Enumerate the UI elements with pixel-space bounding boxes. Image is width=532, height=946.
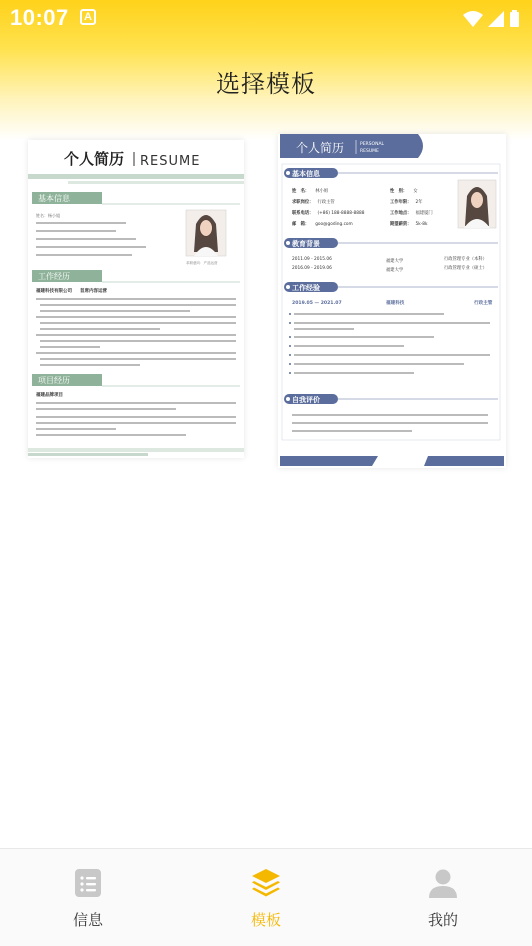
- nav-item-mine[interactable]: [398, 867, 488, 930]
- svg-text:邮 箱：goo@goding.com: 邮 箱： goo@goding.com: [292, 222, 353, 227]
- list-icon: [72, 867, 104, 899]
- svg-text:姓 名：林小姐: 姓 名： 林小姐: [292, 189, 329, 194]
- svg-text:自我评价: 自我评价: [292, 396, 320, 404]
- status-time: 10:07: [10, 5, 69, 30]
- svg-text:行政主管: 行政主管: [474, 301, 493, 306]
- svg-text:工作年限：2年: 工作年限： 2年: [390, 200, 423, 205]
- svg-text:福建大学: 福建大学: [386, 259, 404, 264]
- svg-text:2011.09 - 2015.06: 2011.09 - 2015.06: [292, 257, 332, 262]
- page-title: 选择模板: [216, 70, 316, 98]
- signal-icon: [488, 11, 504, 27]
- green-header-cn: 个人简历: [64, 150, 125, 168]
- battery-icon: [510, 10, 519, 27]
- green-header-en: RESUME: [140, 154, 201, 169]
- svg-text:期望薪资：5k-8k: 期望薪资： 5k-8k: [390, 222, 428, 227]
- svg-text:RESUME: RESUME: [360, 149, 379, 154]
- layers-icon: [250, 867, 282, 899]
- header: [0, 0, 532, 140]
- green-section-basic: 基本信息: [38, 194, 70, 203]
- svg-text:2016.09 - 2019.06: 2016.09 - 2019.06: [292, 266, 332, 271]
- svg-text:工作地点：福建厦门: 工作地点： 福建厦门: [390, 211, 433, 216]
- svg-text:2019.05 — 2021.07: 2019.05 — 2021.07: [292, 301, 342, 306]
- template-preview-green: [28, 140, 244, 458]
- person-icon: [427, 867, 459, 899]
- svg-text:教育背景: 教育背景: [292, 240, 320, 248]
- nav-item-info[interactable]: [43, 867, 133, 930]
- template-preview-blue: [278, 134, 506, 468]
- wifi-icon: [463, 11, 483, 27]
- template-card-blue[interactable]: [278, 134, 506, 468]
- svg-text:福建科技有限公司首席内容运营: 福建科技有限公司 首席内容运营: [36, 289, 107, 294]
- svg-text:基本信息: 基本信息: [292, 170, 320, 178]
- status-bar: [0, 0, 532, 36]
- green-photo-caption: 求职意向：产品运营: [186, 261, 218, 265]
- svg-text:联系电话：(+86) 188-8888-8888: 联系电话： (+86) 188-8888-8888: [292, 211, 365, 216]
- svg-text:行政管理专业（硕士）: 行政管理专业（硕士）: [444, 266, 487, 271]
- svg-text:行政管理专业（本科）: 行政管理专业（本科）: [444, 257, 487, 262]
- svg-text:PERSONAL: PERSONAL: [360, 142, 385, 147]
- status-icons: [462, 9, 520, 29]
- nav-label-info: 信息: [72, 911, 103, 929]
- bottom-nav: [0, 848, 532, 946]
- template-card-green[interactable]: [28, 140, 244, 458]
- green-section-project: 项目经历: [38, 376, 70, 385]
- svg-text:姓名：杨小姐: 姓名：杨小姐: [36, 213, 60, 218]
- svg-text:工作经验: 工作经验: [292, 284, 320, 292]
- svg-text:福建大学: 福建大学: [386, 268, 404, 273]
- svg-text:福建品牌项目: 福建品牌项目: [36, 393, 63, 398]
- green-section-work: 工作经历: [38, 272, 70, 281]
- svg-text:求职岗位：行政主管: 求职岗位： 行政主管: [292, 200, 335, 205]
- blue-header-cn: 个人简历: [296, 141, 345, 155]
- app-notification-icon: A: [80, 9, 96, 25]
- nav-label-templates: 模板: [250, 911, 281, 929]
- nav-item-templates[interactable]: [221, 867, 311, 930]
- svg-text:福建科技: 福建科技: [386, 301, 405, 306]
- svg-text:性 别：女: 性 别： 女: [390, 189, 418, 194]
- nav-label-mine: 我的: [427, 911, 458, 929]
